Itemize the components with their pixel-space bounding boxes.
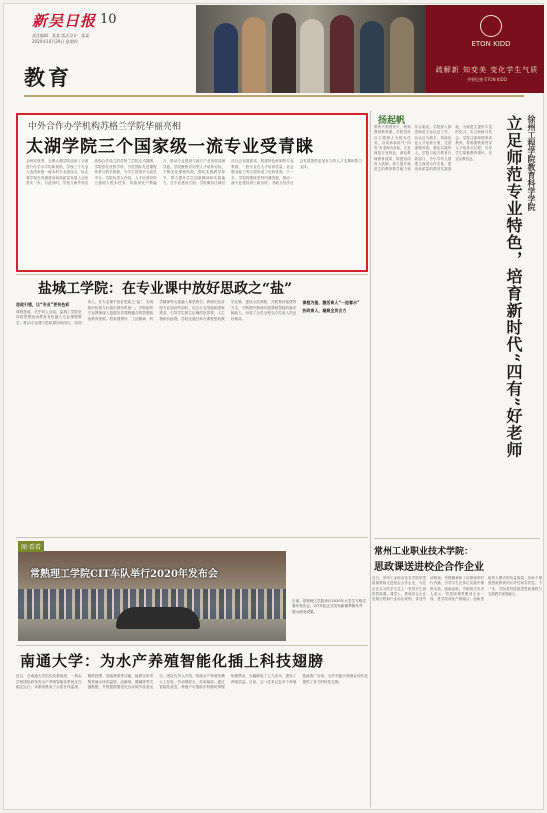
- lead-body: 金秋收获季，无锡太湖学院迎来了全面提升办学水平的新契机。学校三个专业入选国家级一流本科专业建设点，标志着学校在内涵建设和高质量发展上迈出坚实一步。与此同时，学校与海外知名高校合作设立的苏格兰学院正式揭牌，学院依托优势学科，引进国际先进课程体系与教学资源，为学生搭建多元成长平台。学院负责人介绍，人才培养坚持立德树人根本任务，持续深化产教融合，推动专业建设与地方产业发展同频共振。学院聚焦应用型人才培养目标，不断优化课程结构，强化实践教学环节，着力提升学生创新精神和实践能力。在专业建设方面，学院紧扣区域经济社会发展需求，构建特色鲜明的专业集群，一批专业在人才培养质量、社会服务能力等方面形成了比较优势。下一步，学院将继续坚持内涵发展，推动一流专业建设再上新台阶，为地方经济社会发展提供更加有力的人才支撑和智力支持。: [26, 159, 362, 186]
- story-yancheng: [16, 276, 368, 536]
- ad-brand-name: ETON KIDD: [471, 40, 511, 48]
- crest-icon: [480, 15, 502, 37]
- column-divider: [370, 111, 371, 807]
- story-nantong: [16, 648, 368, 810]
- feature-vertical-headline: [500, 115, 538, 523]
- right-feature: [374, 111, 540, 531]
- photo-tag: 图·看看: [18, 541, 44, 552]
- story-changzhou: [372, 542, 542, 810]
- section-title: 教育: [24, 65, 72, 90]
- header-meta-line: 责任编辑：某某 版式设计：某某: [32, 33, 90, 38]
- feature-kicker: 徐州工程学院教育科学学院: [527, 115, 537, 211]
- story2-subhead: 协同育人，凝聚全员合力: [302, 307, 347, 313]
- feature-body: 教育兴则国家兴，教师强则教育强。学院坚持以立德树人为根本任务，以培养新时代“四有”好老师为目标，立足师范专业特色，深化教师教育改革，构建协同育人机制，着力提升师范生的教育教学能力和综合素质。学院深入推进师范专业认证工作，以认证为抓手，持续优化人才培养方案，完善课程体系，强化实践育人。学院与地方教育行政部门、中小学幼儿园建立深度合作关系，建设高质量的教育实践基地，为师范生提供丰富的见习、实习和研习机会。学院注重师德养成教育，将师德教育贯穿人才培养全过程，引导学生厚植教育情怀，坚定从教信念。: [374, 125, 492, 172]
- ad-brand: [454, 15, 528, 48]
- photo-story: [16, 539, 368, 643]
- story2-body: [16, 300, 368, 532]
- page-header: [4, 4, 545, 108]
- story3-headline: 南通大学：为水产养殖智能化插上科技翅膀: [20, 652, 325, 670]
- story4-headline: 思政课送进校企合作企业: [374, 562, 484, 573]
- newspaper-page: [3, 3, 544, 810]
- story2-text: 课程思政，关乎育人全局。盐城工学院坚持将思想政治教育有机融入专业课程教学，推动专业课与思政课同向同行、协同育人，在专业课中放好思政之“盐”，实现知识传授与价值引领有机统一。学院组织专业教师深入挖掘各类课程蕴含的思想政治教育资源，将家国情怀、工匠精神、科学精神等元素融入课堂教学。教师们在讲授专业知识的同时，结合行业发展和国家需求，引导学生树立正确的世界观、人生观和价值观。学校还通过举办课程思政教学竞赛、建设示范课程、开展集体备课等方式，不断提升教师开展课程思政的意识和能力，形成了全员全程全方位育人的良好格局。: [16, 300, 297, 325]
- photo-caption: 日前，常熟理工学院举行2020年大学生方程式赛车发布会，CIT车队正式发布新赛季赛车并展示研发成果。: [292, 599, 366, 614]
- ad-photo: [196, 5, 426, 93]
- story-divider: [16, 274, 368, 275]
- header-meta-line: 2020年10月29日 星期四: [32, 39, 78, 44]
- story-divider: [16, 537, 368, 538]
- advertisement: [196, 5, 544, 93]
- story2-headline: 盐城工学院：在专业课中放好思政之“盐”: [38, 281, 293, 297]
- feature-tag: 扬起帆: [378, 116, 406, 126]
- lead-story: [16, 113, 368, 272]
- story4-body: 近日，常州工业职业技术学院的思政课教师走进校企合作企业，为在企业实习的学生送上一堂别开生面的思政课。课堂上，教师结合企业发展历程和行业前沿案例，讲述劳动精神、劳模精神和工匠精神的时代内涵，引导学生在岗位实践中锤炼本领、砥砺品格。学院相关负责人表示，将思政课堂搬到企业一线，是学院深化产教融合、创新思政育人模式的有益探索，有助于增强思政教育的针对性和实效性。下一步，学院将持续推进思政课程与实践教学深度融合。: [372, 576, 542, 602]
- lead-kicker: 中外合作办学机构苏格兰学院华丽亮相: [28, 122, 182, 132]
- photo-title: 常熟理工学院CIT车队举行2020年发布会: [30, 569, 218, 580]
- race-car-image: [116, 607, 200, 629]
- page-number: 10: [100, 12, 117, 27]
- story-divider: [16, 645, 368, 646]
- newspaper-logo: 新吴日报: [32, 12, 97, 30]
- story2-subhead: 课程为基，激活育人“一池春水”: [302, 300, 360, 305]
- feature-headline: 立足师范专业特色，培育新时代“四有”好老师: [504, 115, 523, 459]
- ad-slogan: 疏解新 知变美 变化学生气质: [435, 66, 539, 74]
- header-rule: [24, 95, 524, 97]
- story4-kicker: 常州工业职业技术学院：: [374, 547, 474, 557]
- news-photo: [18, 551, 286, 641]
- lead-headline: 太湖学院三个国家级一流专业受青睐: [26, 137, 314, 157]
- ad-subline: 伊顿纪德 ETON KIDD: [467, 77, 507, 82]
- story2-subhead: 思政引领，让“专业”更有色彩: [16, 302, 70, 307]
- story-divider: [374, 538, 540, 539]
- story3-body: 近日，在南通大学的实验基地里，一套由学校团队研发的水产养殖智能化系统正在稳定运行。该系统集成了水质在线监测、精准投喂、智能增氧等功能，能够实时采集养殖水体的温度、溶解氧、酸碱度等关键数据，并根据数据变化自动调节设备运行。团队负责人介绍，传统水产养殖依赖人工经验，劳动强度大、效率偏低。通过智能化改造，养殖户可借助手机随时掌握鱼塘情况，大幅降低了人力成本，提高了养殖效益。目前，这一技术已在多个养殖基地推广应用，为乡村振兴和渔业现代化提供了有力的科技支撑。: [16, 674, 368, 690]
